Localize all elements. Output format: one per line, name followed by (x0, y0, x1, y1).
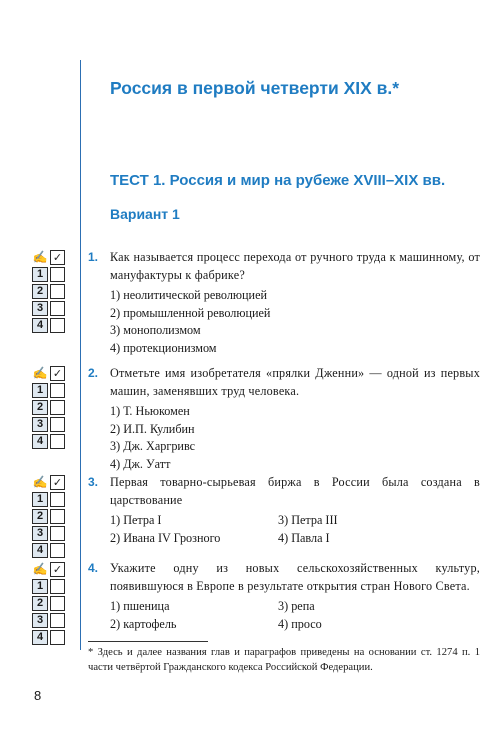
answer-grid-q3 (32, 475, 82, 560)
answer-checkbox[interactable] (50, 596, 65, 611)
option-item: 2) промышленной революцией (110, 305, 271, 320)
options-grid (110, 598, 480, 633)
question-text: Как называется процесс перехода от ручного труда к машинному, от мануфактуры к фабрике? (110, 250, 480, 282)
answer-number: 1 (32, 492, 48, 507)
test-title: ТЕСТ 1. Россия и мир на рубеже XVIII–XIX вв. (110, 172, 446, 189)
answer-checkbox[interactable] (50, 318, 65, 333)
answer-checkbox[interactable] (50, 284, 65, 299)
question-number: 2. (88, 366, 99, 380)
answer-number: 4 (32, 434, 48, 449)
answer-checkbox[interactable] (50, 630, 65, 645)
option-item: 4) Павла I (278, 530, 330, 545)
answer-checkbox[interactable] (50, 417, 65, 432)
question-number: 4. (88, 561, 99, 575)
answer-checkbox[interactable] (50, 509, 65, 524)
question-text: Отметьте имя изобретателя «прялки Дженни» — одной из первых машин, заменявших труд человека. (110, 366, 480, 398)
answer-number: 3 (32, 301, 48, 316)
option-item: 2) Ивана IV Грозного (110, 530, 221, 545)
question-1 (88, 249, 480, 357)
options-grid (110, 512, 480, 547)
answer-checkbox[interactable] (50, 543, 65, 558)
option-item: 3) монополизмом (110, 323, 201, 337)
option-item: 3) репа (278, 599, 315, 613)
answer-checkbox[interactable] (50, 267, 65, 282)
option-item: 4) протекционизмом (110, 340, 217, 355)
question-number: 1. (88, 250, 99, 264)
footnote: * Здесь и далее названия глав и параграфов приведены на основании ст. 1274 п. 1 части четвёртой Гражданского кодекса Российской Федерации. (88, 647, 480, 673)
chapter-title: Россия в первой четверти XIX в.* (110, 78, 400, 98)
question-text: Первая товарно-сырьевая биржа в России была создана в царствование (110, 475, 480, 507)
answer-number: 3 (32, 613, 48, 628)
answer-number: 1 (32, 579, 48, 594)
option-item: 4) просо (278, 616, 322, 631)
pencil-icon: ✍ (32, 250, 48, 264)
check-box[interactable]: ✓ (50, 250, 65, 265)
answer-number: 2 (32, 284, 48, 299)
option-item: 2) картофель (110, 616, 177, 631)
question-2 (88, 365, 480, 473)
answer-number: 2 (32, 596, 48, 611)
answer-number: 1 (32, 383, 48, 398)
answer-number: 4 (32, 318, 48, 333)
option-item: 2) И.П. Кулибин (110, 421, 195, 436)
pencil-icon: ✍ (32, 366, 48, 380)
answer-checkbox[interactable] (50, 400, 65, 415)
answer-checkbox[interactable] (50, 434, 65, 449)
answer-number: 2 (32, 509, 48, 524)
answer-grid-q1 (32, 250, 82, 335)
answer-grid-q4 (32, 562, 82, 647)
answer-checkbox[interactable] (50, 526, 65, 541)
option-item: 3) Дж. Харгривс (110, 439, 196, 453)
answer-number: 4 (32, 630, 48, 645)
pencil-icon: ✍ (32, 562, 48, 576)
footnote-divider (88, 641, 208, 642)
question-4 (88, 560, 480, 633)
answer-number: 2 (32, 400, 48, 415)
option-item: 3) Петра III (278, 513, 338, 527)
question-3 (88, 474, 480, 547)
option-item: 4) Дж. Уатт (110, 456, 171, 471)
option-item: 1) Т. Ньюкомен (110, 404, 190, 418)
option-item: 1) Петра I (110, 513, 162, 527)
answer-checkbox[interactable] (50, 613, 65, 628)
page-number: 8 (34, 688, 42, 703)
question-text: Укажите одну из новых сельскохозяйственных культур, появившуюся в Европе в результате открытия стран Нового Света. (110, 561, 480, 593)
check-box[interactable]: ✓ (50, 562, 65, 577)
options-list (110, 287, 480, 357)
options-list (110, 403, 480, 473)
option-item: 1) неолитической революцией (110, 288, 268, 302)
answer-number: 4 (32, 543, 48, 558)
answer-grid-q2 (32, 366, 82, 451)
check-box[interactable]: ✓ (50, 475, 65, 490)
answer-checkbox[interactable] (50, 383, 65, 398)
answer-number: 1 (32, 267, 48, 282)
answer-checkbox[interactable] (50, 492, 65, 507)
answer-number: 3 (32, 417, 48, 432)
check-box[interactable]: ✓ (50, 366, 65, 381)
option-item: 1) пшеница (110, 599, 170, 613)
answer-checkbox[interactable] (50, 301, 65, 316)
answer-checkbox[interactable] (50, 579, 65, 594)
answer-number: 3 (32, 526, 48, 541)
question-number: 3. (88, 475, 99, 489)
variant-label: Вариант 1 (110, 206, 180, 222)
pencil-icon: ✍ (32, 475, 48, 489)
